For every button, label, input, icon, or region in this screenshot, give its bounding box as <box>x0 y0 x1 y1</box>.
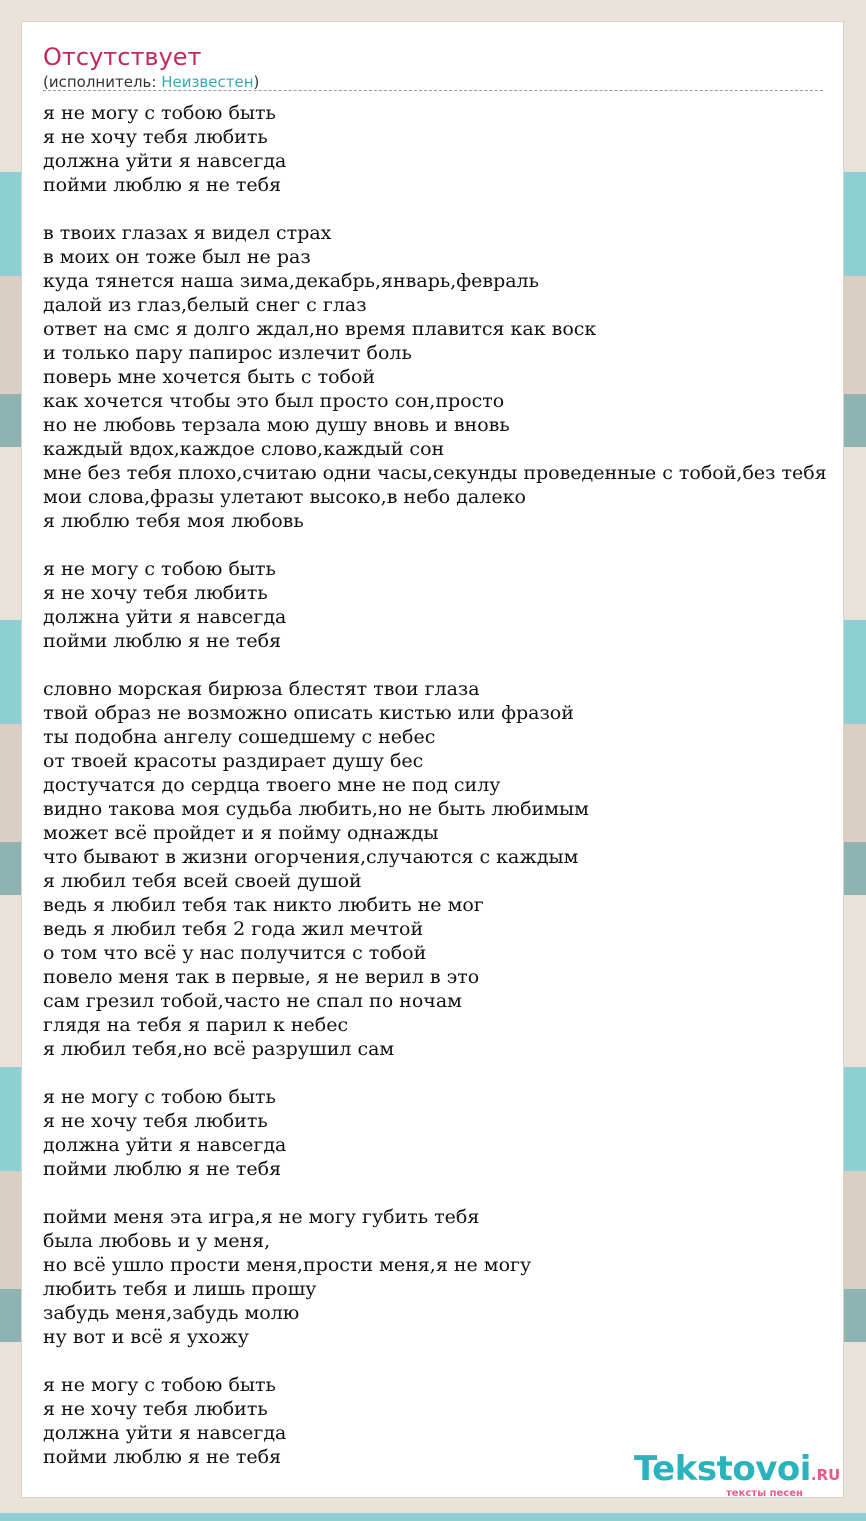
lyric-line <box>43 533 827 557</box>
lyric-line: пойми люблю я не тебя <box>43 1158 282 1180</box>
lyric-line <box>43 1181 827 1205</box>
lyric-line: я не могу с тобою быть <box>43 1086 276 1108</box>
lyric-line: ведь я любил тебя так никто любить не мог <box>43 894 484 916</box>
artist-link[interactable]: Неизвестен <box>161 73 254 91</box>
lyric-line: куда тянется наша зима,декабрь,январь,февраль <box>43 270 539 292</box>
lyric-line: я любил тебя всей своей душой <box>43 870 362 892</box>
song-header <box>43 42 823 91</box>
lyric-line: поверь мне хочется быть с тобой <box>43 366 376 388</box>
lyric-line: я любил тебя,но всё разрушил сам <box>43 1038 395 1060</box>
lyric-line: пойми люблю я не тебя <box>43 630 282 652</box>
lyric-line: я не могу с тобою быть <box>43 102 276 124</box>
header-divider <box>43 90 823 91</box>
site-logo[interactable] <box>634 1450 844 1500</box>
lyric-line: я не могу с тобою быть <box>43 1374 276 1396</box>
artist-line <box>43 73 823 91</box>
lyric-line: любить тебя и лишь прошу <box>43 1278 317 1300</box>
lyric-line: мои слова,фразы улетают высоко,в небо далеко <box>43 486 526 508</box>
lyric-line: но всё ушло прости меня,прости меня,я не могу <box>43 1254 532 1276</box>
lyric-line: в моих он тоже был не раз <box>43 246 311 268</box>
lyric-line: ответ на смс я долго ждал,но время плавится как воск <box>43 318 597 340</box>
lyric-line: я не могу с тобою быть <box>43 558 276 580</box>
lyric-line <box>43 1061 827 1085</box>
lyric-line: должна уйти я навсегда <box>43 1134 287 1156</box>
lyric-line: повело меня так в первые, я не верил в это <box>43 966 480 988</box>
lyric-line: должна уйти я навсегда <box>43 1422 287 1444</box>
lyric-line: ведь я любил тебя 2 года жил мечтой <box>43 918 424 940</box>
artist-suffix: ) <box>253 73 260 91</box>
lyric-line: я не хочу тебя любить <box>43 1110 268 1132</box>
lyric-line: должна уйти я навсегда <box>43 606 287 628</box>
lyrics-text <box>43 101 827 1469</box>
lyric-line: что бывают в жизни огорчения,случаются с каждым <box>43 846 579 868</box>
lyrics-card <box>21 21 844 1498</box>
song-title: Отсутствует <box>43 43 202 71</box>
lyric-line: может всё пройдет и я пойму однажды <box>43 822 439 844</box>
lyric-line <box>43 1349 827 1373</box>
lyric-line: твой образ не возможно описать кистью или фразой <box>43 702 574 724</box>
lyric-line: о том что всё у нас получится с тобой <box>43 942 427 964</box>
logo-name: Tekstovoi <box>634 1449 811 1489</box>
lyric-line: я не хочу тебя любить <box>43 582 268 604</box>
lyric-line: словно морская бирюза блестят твои глаза <box>43 678 480 700</box>
logo-tagline: тексты песен <box>726 1488 803 1499</box>
lyric-line: от твоей красоты раздирает душу бес <box>43 750 424 772</box>
lyric-line: и только пару папирос излечит боль <box>43 342 412 364</box>
lyric-line: я люблю тебя моя любовь <box>43 510 304 532</box>
lyric-line: пойми люблю я не тебя <box>43 1446 282 1468</box>
artist-prefix: (исполнитель: <box>43 73 162 91</box>
logo-tld: .RU <box>810 1466 841 1484</box>
lyric-line: должна уйти я навсегда <box>43 150 287 172</box>
lyric-line: глядя на тебя я парил к небес <box>43 1014 349 1036</box>
lyric-line: забудь меня,забудь молю <box>43 1302 300 1324</box>
lyric-line: в твоих глазах я видел страх <box>43 222 332 244</box>
lyric-line: пойми меня эта игра,я не могу губить тебя <box>43 1206 480 1228</box>
lyric-line: ну вот и всё я ухожу <box>43 1326 249 1348</box>
lyric-line: сам грезил тобой,часто не спал по ночам <box>43 990 462 1012</box>
lyric-line: я не хочу тебя любить <box>43 1398 268 1420</box>
background-strip <box>0 1513 866 1521</box>
lyric-line: далой из глаз,белый снег с глаз <box>43 294 367 316</box>
lyric-line: видно такова моя судьба любить,но не быть любимым <box>43 798 589 820</box>
lyric-line: была любовь и у меня, <box>43 1230 271 1252</box>
lyric-line: ты подобна ангелу сошедшему с небес <box>43 726 436 748</box>
lyric-line: достучатся до сердца твоего мне не под силу <box>43 774 501 796</box>
lyric-line: каждый вдох,каждое слово,каждый сон <box>43 438 445 460</box>
lyric-line: мне без тебя плохо,считаю одни часы,секунды проведенные с тобой,без тебя <box>43 462 827 484</box>
lyric-line <box>43 653 827 677</box>
lyric-line: я не хочу тебя любить <box>43 126 268 148</box>
lyric-line <box>43 197 827 221</box>
lyric-line: как хочется чтобы это был просто сон,просто <box>43 390 505 412</box>
lyric-line: пойми люблю я не тебя <box>43 174 282 196</box>
lyric-line: но не любовь терзала мою душу вновь и вновь <box>43 414 510 436</box>
